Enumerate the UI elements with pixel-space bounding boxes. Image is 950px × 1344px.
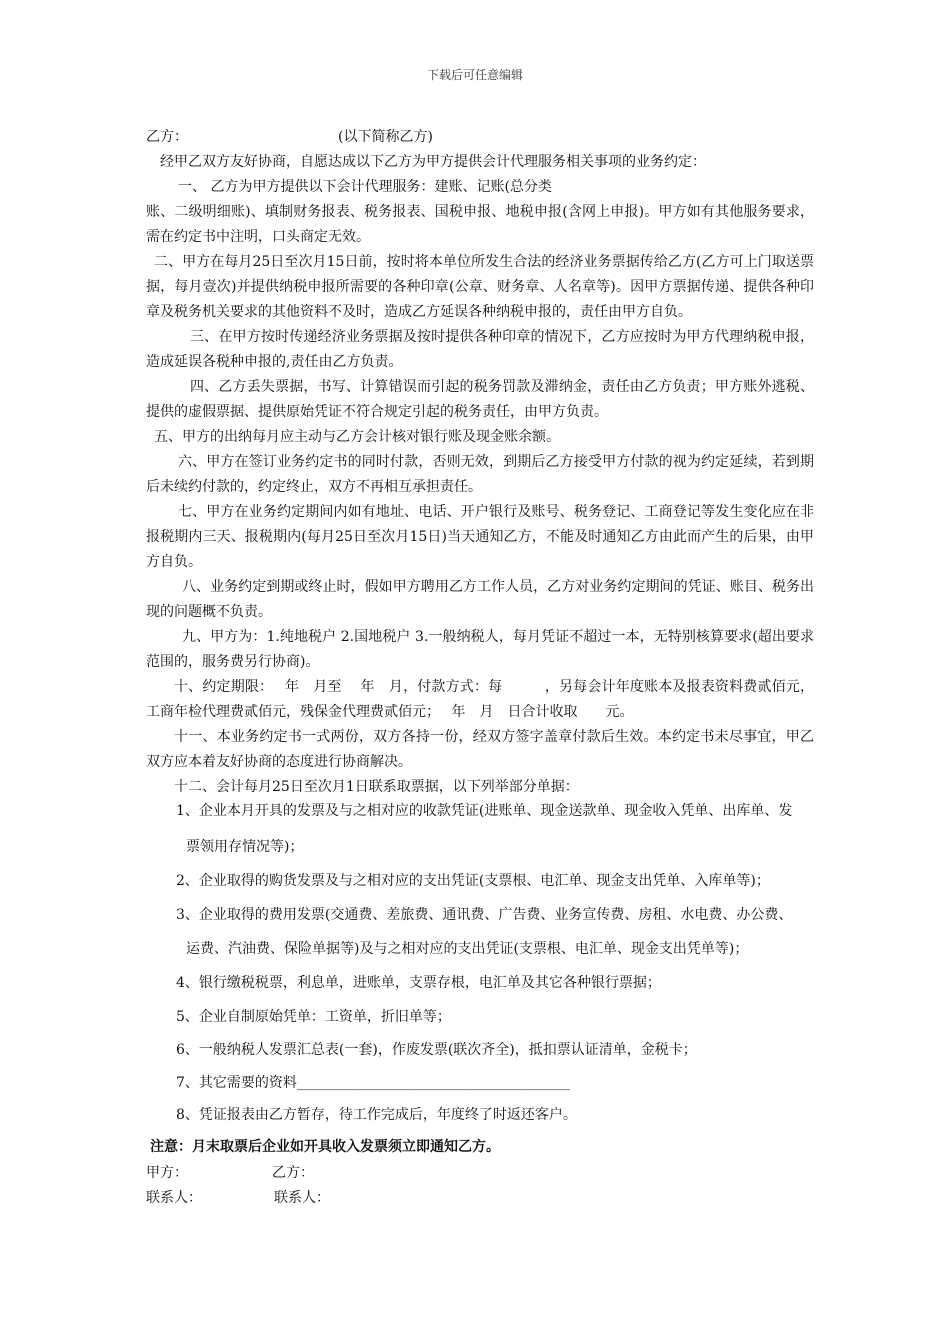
notice-text: 注意：月末取票后企业如开具收入发票须立即通知乙方。	[150, 1139, 500, 1155]
party-b-sign-label: 乙方：	[272, 1165, 314, 1181]
clause-1-body: 账、二级明细账)、填制财务报表、税务报表、国税申报、地税申报(含网上申报)。甲方如有其他服务要求，需在约定书中注明，口头商定无效。	[146, 204, 814, 245]
clause-6: 六、甲方在签订业务约定书的同时付款，否则无效，到期后乙方接受甲方付款的视为约定延续，若到期后未续约付款的，约定终止，双方不再相互承担责任。	[146, 454, 814, 495]
clause-8: 八、业务约定到期或终止时，假如甲方聘用乙方工作人员，乙方对业务约定期间的凭证、账目、税务出现的问题概不负责。	[146, 579, 814, 620]
clause-10: 十、约定期限： 年 月至 年 月，付款方式：每 ，另每会计年度账本及报表资料费贰佰元，工商年检代理费贰佰元，残保金代理费贰佰元； 年 月 日合计收取 元。	[146, 679, 814, 720]
clause-9: 九、甲方为：1.纯地税户 2.国地税户 3.一般纳税人，每月凭证不超过一本，无特别核算要求(超出要求范围的，服务费另行协商)。	[146, 629, 814, 670]
page-header: 下载后可任意编辑	[426, 68, 523, 82]
list-item-3: 3、企业取得的费用发票(交通费、差旅费、通讯费、广告费、业务宣传费、房租、水电费、办公费、	[176, 907, 793, 923]
party-a-label: 甲方：	[146, 1165, 188, 1181]
clause-1-first-line: 一、 乙方为甲方提供以下会计代理服务：建账、记账(总分类	[178, 179, 552, 195]
list-item-8: 8、凭证报表由乙方暂存，待工作完成后，年度终了时返还客户。	[176, 1107, 577, 1123]
clause-2: 二、甲方在每月25日至次月15日前，按时将本单位所发生合法的经济业务票据传给乙方(乙方可上门取送票据，每月壹次)并提供纳税申报所需要的各种印章(公章、财务章、人名章等)。因甲方票据传递、提供各种印章及税务机关要求的其他资料不及时，造成乙方延误各种纳税申报的，责任由甲方自负。	[146, 254, 814, 320]
list-item-3-cont: 运费、汽油费、保险单据等)及与之相对应的支出凭证(支票根、电汇单、现金支出凭单等)；	[186, 941, 749, 957]
clause-12: 十二、会计每月25日至次月1日联系取票据，以下列举部分单据：	[174, 779, 579, 795]
signature-row-parties	[146, 1162, 314, 1182]
list-item-4: 4、银行缴税税票，利息单，进账单，支票存根，电汇单及其它各种银行票据；	[176, 975, 661, 991]
list-item-7: 7、其它需要的资料_______________________________________	[176, 1075, 570, 1091]
party-b-line	[146, 125, 814, 150]
contact-a-label: 联系人：	[146, 1190, 202, 1206]
clause-7: 七、甲方在业务约定期间内如有地址、电话、开户银行及账号、税务登记、工商登记等发生变化应在非报税期内三天、报税期内(每月25日至次月15日)当天通知乙方，不能及时通知乙方由此而产生的后果，由甲方自负。	[146, 504, 814, 570]
clause-4: 四、乙方丢失票据，书写、计算错误而引起的税务罚款及滞纳金，责任由乙方负责；甲方账外逃税、提供的虚假票据、提供原始凭证不符合规定引起的税务责任，由甲方负责。	[146, 379, 814, 420]
list-item-5: 5、企业自制原始凭单：工资单，折旧单等；	[176, 1009, 451, 1025]
party-b-label: 乙方：	[146, 129, 188, 145]
list-item-2: 2、企业取得的购货发票及与之相对应的支出凭证(支票根、电汇单、现金支出凭单、入库单等)；	[176, 873, 770, 889]
signature-row-contacts	[146, 1187, 330, 1207]
list-item-1: 1、企业本月开具的发票及与之相对应的收款凭证(进账单、现金送款单、现金收入凭单、出库单、发	[176, 803, 793, 819]
list-item-1-cont: 票领用存情况等)；	[186, 839, 304, 855]
contact-b-label: 联系人：	[274, 1190, 330, 1206]
list-item-6: 6、一般纳税人发票汇总表(一套)，作废发票(联次齐全)，抵扣票认证清单，金税卡；	[176, 1042, 697, 1058]
intro-paragraph: 经甲乙双方友好协商，自愿达成以下乙方为甲方提供会计代理服务相关事项的业务约定：	[160, 154, 706, 170]
clause-5: 五、甲方的出纳每月应主动与乙方会计核对银行账及现金账余额。	[154, 429, 560, 445]
clause-11: 十一、本业务约定书一式两份，双方各持一份，经双方签字盖章付款后生效。本约定书未尽事宜，甲乙双方应本着友好协商的态度进行协商解决。	[146, 729, 814, 770]
party-b-note: (以下简称乙方)	[338, 129, 433, 145]
clause-3: 三、在甲方按时传递经济业务票据及按时提供各种印章的情况下，乙方应按时为甲方代理纳税申报，造成延误各税种申报的,责任由乙方负责。	[146, 329, 814, 370]
